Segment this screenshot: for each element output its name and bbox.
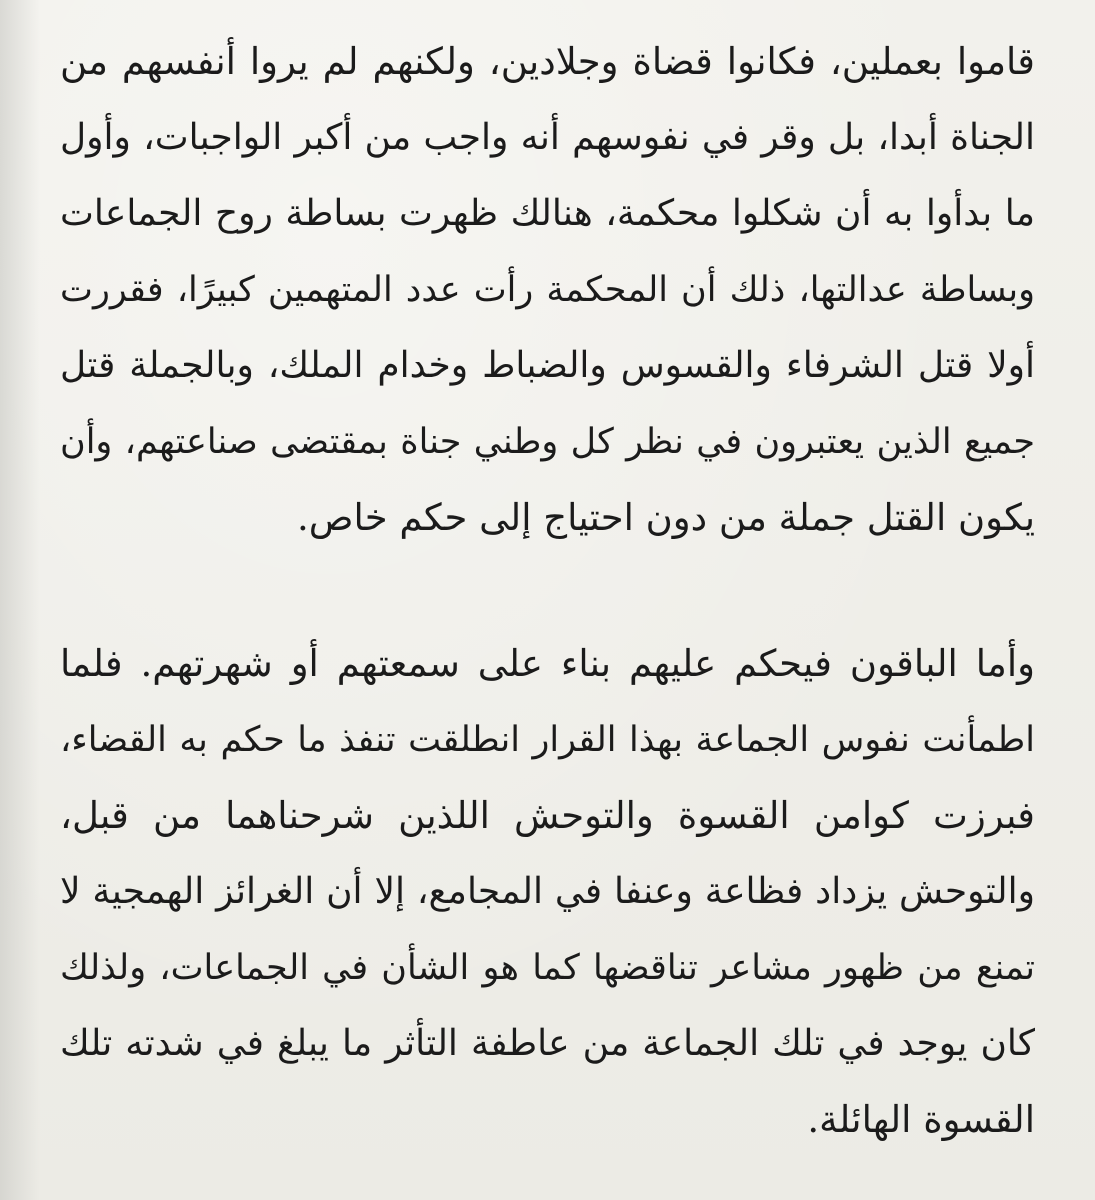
paragraph-2-line: اطمأنت نفوس الجماعة بهذا القرار انطلقت تنفذ ما حكم به القضاء، [60,720,1035,760]
paragraph-1 [60,24,1035,556]
paragraph-1-line: الجناة أبدا، بل وقر في نفوسهم أنه واجب من أكبر الواجبات، وأول [60,117,1035,158]
paragraph-2 [60,626,1035,1158]
paragraph-1-line: يكون القتل جملة من دون احتياج إلى حكم خاص. [296,496,1035,539]
page-edge-shadow [0,0,40,1200]
paragraph-2-line: وأما الباقون فيحكم عليهم بناء على سمعتهم أو شهرتهم. فلما [60,642,1035,685]
paragraph-1-line: أولا قتل الشرفاء والقسوس والضباط وخدام الملك، وبالجملة قتل [60,345,1035,386]
paragraph-1-line: وبساطة عدالتها، ذلك أن المحكمة رأت عدد المتهمين كبيرًا، فقررت [60,270,1035,310]
paragraph-2-line: تمنع من ظهور مشاعر تناقضها كما هو الشأن في الجماعات، ولذلك [60,948,1035,988]
paragraph-1-line: قاموا بعملين، فكانوا قضاة وجلادين، ولكنهم لم يروا أنفسهم من [60,40,1035,83]
paragraph-2-line: والتوحش يزداد فظاعة وعنفا في المجامع، إلا أن الغرائز الهمجية لا [60,871,1035,912]
paragraph-2-line: القسوة الهائلة. [807,1098,1035,1141]
paragraph-1-line: ما بدأوا به أن شكلوا محكمة، هنالك ظهرت بساطة روح الجماعات [60,193,1035,234]
paragraph-2-line: كان يوجد في تلك الجماعة من عاطفة التأثر ما يبلغ في شدته تلك [60,1023,1035,1064]
paragraph-1-line: جميع الذين يعتبرون في نظر كل وطني جناة بمقتضى صناعتهم، وأن [60,422,1035,462]
paragraph-2-line: فبرزت كوامن القسوة والتوحش اللذين شرحناهما من قبل، [60,794,1035,837]
